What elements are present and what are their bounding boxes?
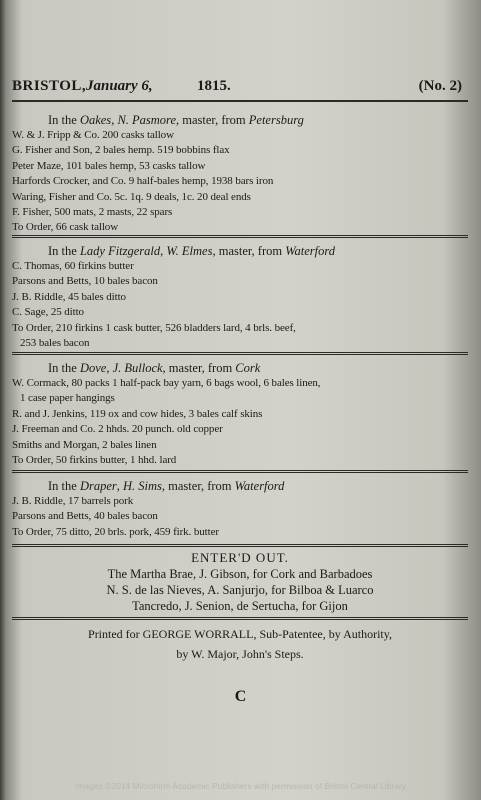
cargo-line: Smiths and Morgan, 2 bales linen bbox=[12, 438, 157, 451]
cargo-line: To Order, 66 cask tallow bbox=[12, 221, 119, 234]
masthead-place: BRISTOL, bbox=[12, 78, 87, 94]
cargo-line: Waring, Fisher and Co. 5c. 1q. 9 deals, 1c. 20 deal ends bbox=[12, 190, 251, 203]
ship-master: W. Elmes bbox=[166, 244, 213, 258]
ship-entry bbox=[12, 243, 468, 351]
entered-out-line: Tancredo, J. Senion, de Sertucha, for Gijon bbox=[132, 599, 348, 613]
ship-master: H. Sims bbox=[123, 479, 162, 493]
masthead-date: January 6, bbox=[86, 78, 153, 94]
masthead-year: 1815. bbox=[197, 78, 231, 94]
ship-port: Petersburg bbox=[248, 113, 304, 127]
cargo-line: J. Freeman and Co. 2 hhds. 20 punch. old copper bbox=[12, 423, 223, 436]
ship-heading: In the Lady Fitzgerald, W. Elmes, master, from Waterford bbox=[48, 244, 336, 258]
cargo-line: W. & J. Fripp & Co. 200 casks tallow bbox=[12, 129, 174, 141]
ship-entry bbox=[12, 360, 468, 468]
cargo-line: Parsons and Betts, 40 bales bacon bbox=[12, 510, 158, 523]
cargo-line: To Order, 50 firkins butter, 1 hhd. lard bbox=[12, 454, 177, 467]
cargo-line: 1 case paper hangings bbox=[20, 392, 115, 405]
printer-imprint bbox=[12, 624, 468, 664]
ship-name: Lady Fitzgerald bbox=[79, 244, 161, 258]
cargo-line: To Order, 210 firkins 1 cask butter, 526 bladders lard, 4 brls. beef, bbox=[12, 321, 296, 334]
ship-master: J. Bullock bbox=[112, 361, 163, 375]
entered-out-line: The Martha Brae, J. Gibson, for Cork and Barbadoes bbox=[107, 567, 373, 581]
imprint-line: Printed for GEORGE WORRALL, Sub-Patentee, by Authority, bbox=[88, 627, 392, 641]
ship-master: N. Pasmore bbox=[117, 113, 177, 127]
cargo-line: R. and J. Jenkins, 119 ox and cow hides, 3 bales calf skins bbox=[12, 407, 263, 420]
cargo-line: J. B. Riddle, 45 bales ditto bbox=[12, 290, 126, 303]
ship-heading: In the Draper, H. Sims, master, from Waterford bbox=[48, 479, 285, 493]
masthead bbox=[12, 76, 468, 102]
image-credit: Images ©2014 Microform Academic Publishers with permission of Bristol Central Library bbox=[74, 781, 407, 791]
section-divider bbox=[12, 544, 468, 547]
ship-name: Oakes bbox=[79, 113, 112, 127]
ship-port: Cork bbox=[235, 361, 261, 375]
ship-heading: In the Dove, J. Bullock, master, from Cork bbox=[48, 361, 261, 375]
cargo-line: Parsons and Betts, 10 bales bacon bbox=[12, 275, 158, 288]
ship-port: Waterford bbox=[285, 244, 336, 258]
cargo-line: 253 bales bacon bbox=[20, 337, 90, 350]
entered-out-line: N. S. de las Nieves, A. Sanjurjo, for Bilboa & Luarco bbox=[106, 583, 374, 597]
cargo-line: Peter Maze, 101 bales hemp, 53 casks tallow bbox=[12, 159, 206, 172]
ship-name: Draper bbox=[79, 479, 117, 493]
ship-heading: In the Oakes, N. Pasmore, master, from Petersburg bbox=[48, 113, 304, 127]
cargo-line: Harfords Crocker, and Co. 9 half-bales hemp, 1938 bars iron bbox=[12, 175, 274, 188]
cargo-line: C. Sage, 25 ditto bbox=[12, 306, 84, 319]
ship-port: Waterford bbox=[234, 479, 285, 493]
section-divider bbox=[12, 352, 468, 355]
cargo-line: To Order, 75 ditto, 20 brls. pork, 459 firk. butter bbox=[12, 525, 219, 538]
cargo-line: W. Cormack, 80 packs 1 half-pack bay yarn, 6 bags wool, 6 bales linen, bbox=[12, 377, 321, 389]
imprint-line: by W. Major, John's Steps. bbox=[176, 647, 304, 661]
ship-entry bbox=[12, 478, 468, 540]
cargo-line: G. Fisher and Son, 2 bales hemp. 519 bobbins flax bbox=[12, 144, 230, 157]
ship-entry bbox=[12, 112, 468, 236]
entered-out bbox=[12, 550, 468, 614]
entered-out-title: ENTER'D OUT. bbox=[191, 550, 289, 565]
cargo-line: F. Fisher, 500 mats, 2 masts, 22 spars bbox=[12, 206, 173, 219]
ship-name: Dove bbox=[79, 361, 107, 375]
issue-number: (No. 2) bbox=[418, 78, 462, 94]
cargo-line: C. Thomas, 60 firkins butter bbox=[12, 260, 134, 272]
signature-mark: C bbox=[234, 688, 247, 705]
section-divider bbox=[12, 470, 468, 473]
section-divider bbox=[12, 617, 468, 620]
cargo-line: J. B. Riddle, 17 barrels pork bbox=[12, 495, 134, 507]
section-divider bbox=[12, 235, 468, 238]
